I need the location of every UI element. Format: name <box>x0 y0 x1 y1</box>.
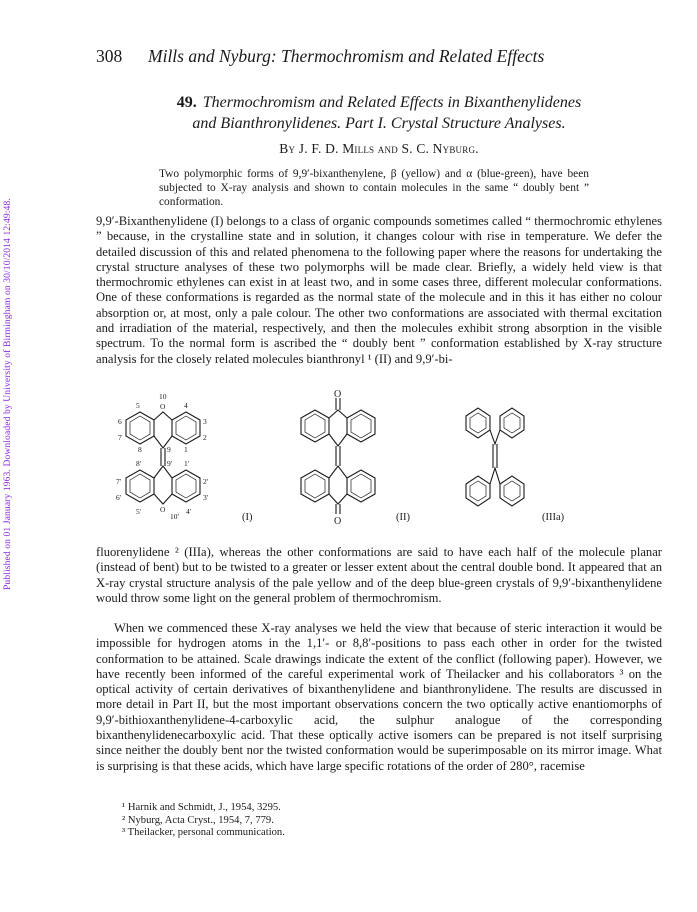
body-paragraph-3: When we commenced these X-ray analyses we held the view that because of steric interaction it would be impossible for hydrogen atoms in the 1,1′- or 8,8′-positions to pass each other in order for the twisted conformation to be attained. Scale drawings indicate the extent of the conflict (following paper). However, we have recently been informed of the careful experimental work of Theilacker and his collaborators ³ on the optical activity of certain derivatives of bixanthenylidene and bianthronylidene. The results are discussed in more detail in Part II, but the most important observations concern the two optically active enantiomorphs of 9,9′-bithioxanthenylidene-4-carboxylic acid, the sulphur analogue of the corresponding bixanthenylidenecarboxylic acid. That these optically active isomers can be prepared is not itself surprising since neither the doubly bent nor the twisted conformation would be superimposable on its mirror image. What is surprising is that these acids, which have large specific rotations of the order of 280°, racemise <box>96 621 662 773</box>
footnote-2: ² Nyburg, Acta Cryst., 1954, 7, 779. <box>122 814 274 826</box>
structure-i <box>126 412 200 504</box>
running-title: Mills and Nyburg: Thermochromism and Related Effects <box>148 46 545 66</box>
chemical-structures-svg <box>96 388 662 536</box>
locant-9: 9 <box>167 445 171 454</box>
structure-iiia <box>466 408 524 506</box>
figure-label-i: (I) <box>242 512 253 523</box>
locant-5: 5 <box>136 401 140 410</box>
atom-o-bottom-ii: O <box>334 516 342 527</box>
title-line-2: and Bianthronylidenes. Part I. Crystal Structure Analyses. <box>192 115 566 132</box>
locant-3-prime: 3′ <box>203 493 209 502</box>
locant-9-prime: 9′ <box>167 459 173 468</box>
locant-2-prime: 2′ <box>203 477 209 486</box>
footnotes <box>122 802 642 840</box>
locant-7: 7 <box>118 433 122 442</box>
locant-8-prime: 8′ <box>136 459 142 468</box>
body-paragraph-1: 9,9′-Bixanthenylidene (I) belongs to a class of organic compounds sometimes called “ thermochromic ethylenes ” because, in the crystalline state and in solution, it changes colour with rise in temperature. We defer the detailed discussion of this and related phenomena to the following paper where the reasons for undertaking the crystal structure analyses of these two polymorphs will be made clear. Briefly, a widely held view is that thermochromic ethylenes can exist in at least two, and in some cases three, different molecular conformations. One of these conformations is regarded as the normal state of the molecule and in this it has either no colour absorption or, at most, only a pale colour. The other two conformations are associated with thermal excitation and irradiation of the material, respectively, and then the molecules exhibit strong absorption in the visible spectrum. To the normal form is ascribed the “ doubly bent ” conformation established by X-ray structure analysis for the closely related molecules bianthronyl ¹ (II) and 9,9′-bi- <box>96 214 662 366</box>
locant-8: 8 <box>138 445 142 454</box>
footnote-3: ³ Theilacker, personal communication. <box>122 827 285 838</box>
abstract: Two polymorphic forms of 9,9′-bixanthenylene, β (yellow) and α (blue-green), have been subjected to X-ray analysis and shown to contain molecules in the same “ doubly bent ” conformation. <box>159 168 589 209</box>
locant-6-prime: 6′ <box>116 493 122 502</box>
locant-4: 4 <box>184 401 188 410</box>
locant-4-prime: 4′ <box>186 507 192 516</box>
locant-1-prime: 1′ <box>184 459 190 468</box>
title-line-1: Thermochromism and Related Effects in Bixanthenylidenes <box>202 94 582 111</box>
byline: By J. F. D. Mills and S. C. Nyburg. <box>279 141 479 156</box>
atom-o-top-i: O <box>160 402 166 411</box>
footnote-1: ¹ Harnik and Schmidt, J., 1954, 3295. <box>122 802 281 813</box>
structure-figures <box>96 388 662 536</box>
atom-o-bottom-i: O <box>160 505 166 514</box>
figure-label-iiia: (IIIa) <box>542 512 565 523</box>
page-number: 308 <box>96 46 123 66</box>
locant-2: 2 <box>203 433 207 442</box>
locant-5-prime: 5′ <box>136 507 142 516</box>
download-sidebar <box>2 0 16 912</box>
locant-1: 1 <box>184 445 188 454</box>
atom-o-top-ii: O <box>334 389 342 400</box>
page-header <box>96 46 662 70</box>
download-notice: Published on 01 January 1963. Downloaded by University of Birmingham on 30/10/2014 12:49:48. <box>2 198 13 590</box>
body-paragraph-2: fluorenylidene ² (IIIa), whereas the other conformations are said to have each half of the molecule planar (instead of bent) but to be twisted to a greater or lesser extent about the central double bond. It appeared that an X-ray crystal structure analysis of the pale yellow and of the deep blue-green crystals of 9,9′-bixanthenylidene would throw some light on the general problem of thermochromism. <box>96 545 662 605</box>
locant-3: 3 <box>203 417 207 426</box>
structure-ii <box>301 398 375 514</box>
locant-10: 10 <box>159 392 167 401</box>
locant-6: 6 <box>118 417 122 426</box>
locant-10-prime: 10′ <box>170 512 180 521</box>
figure-label-ii: (II) <box>396 512 410 523</box>
article-number: 49. <box>176 94 197 111</box>
locant-7-prime: 7′ <box>116 477 122 486</box>
article-title <box>96 92 662 134</box>
